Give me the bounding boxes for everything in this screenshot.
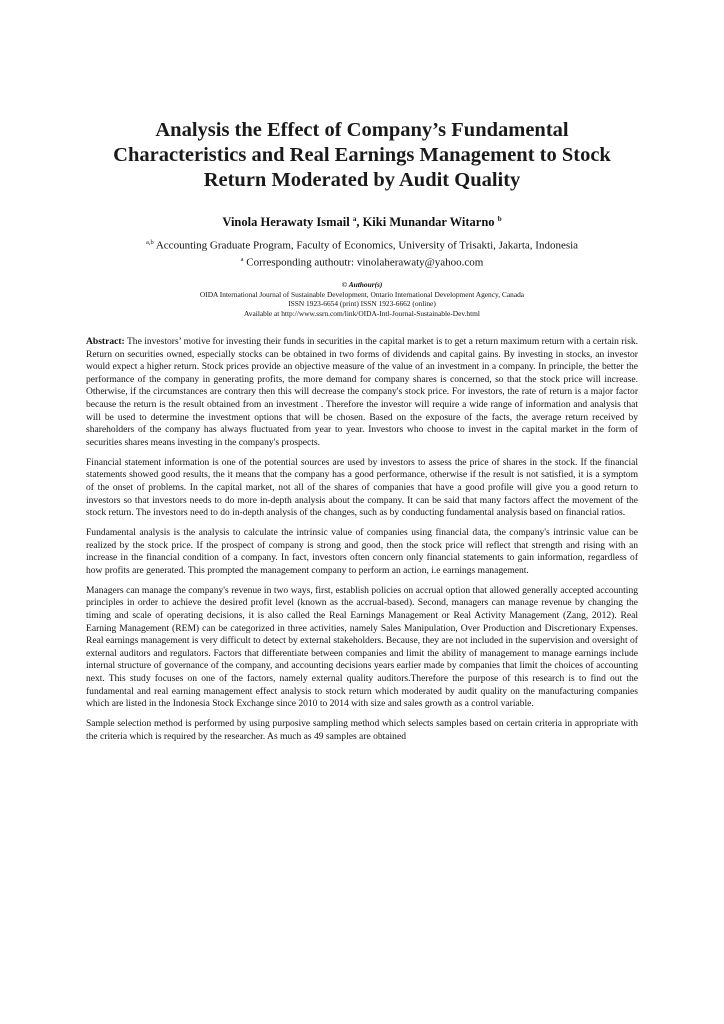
title-line-2: Characteristics and Real Earnings Management to Stock [113,144,611,166]
affiliation-text: Accounting Graduate Program, Faculty of Economics, University of Trisakti, Jakarta, Indonesia [155,239,579,252]
corresponding-line [90,253,634,270]
copyright-notice: © Authour(s) [341,280,383,289]
abstract-paragraph [86,336,638,449]
author-name-2: Kiki Munandar Witarno [362,215,495,230]
abstract-text: The investors’ motive for investing their funds in securities in the capital market is to get a return maximum return with a certain risk. Return on securities owned, especially stocks can be obtained in two forms of dividends and capital gains. By investing in stocks, an investor would expect a higher return. Stock prices provide an objective measure of the value of an investment in a company. In principle, the better the performance of the company in generating profits, the more demand for company shares is concerned, so that the stock price will increase. Otherwise, if the circumstances are contrary then this will decrease the company's stock price. For investors, the rate of return is a major factor because the return is the result obtained from an investment . Therefore the investor will require a wide range of information and analysis that will be used to determine the investment options that will be chosen. Based on the exposure of the facts, the average return received by shareholders of the company has always fluctuated from year to year. Investors who choose to invest in the capital market in the form of securities shares means investing in the company's prospects. [86,336,638,448]
journal-name: OIDA International Journal of Sustainable Development, Ontario International Development Agency, Canada [199,289,525,299]
title-line-1: Analysis the Effect of Company’s Fundamental [155,119,569,141]
body-paragraph-3: Fundamental analysis is the analysis to calculate the intrinsic value of companies using financial data, the company's intrinsic value can be realized by the stock price. If the prospect of company is strong and good, then the stock price will reflect that strength and rising with an increase in the financial condition of a company. In fact, investors often concern only financial statements to gain information, regardless of how profits are generated. This prompted the management company to perform an action, i.e earnings management. [86,527,638,576]
paper-title [90,118,634,193]
body-paragraph-4: Managers can manage the company's revenue in two ways, first, establish policies on accrual option that allowed generally accepted accounting principles in order to achieve the desired profit level (known as the accrual-based). Second, managers can manage revenue by changing the timing and scale of operating decisions, it is also called the Real Earnings Management or Real Activity Management (Zang, 2012). Real Earning Management (REM) can be categorized in three activities, namely Sales Manipulation, Over Production and Discretionary Expenses. Real earnings management is very difficult to detect by external stakeholders. Because, they are not included in the supervision and oversight of external auditors and regulators. Factors that differentiate between companies and limit the ability of management to manage earnings include internal structure of governance of the company, and accounting decisions years earlier made by companies that limit the choices of accounting next. This study focuses on one of the factors, namely external quality auditors.Therefore the purpose of this research is to find out the fundamental and real earning management effect analysis to stock return which moderated by audit quality on the manufacturing companies which are listed in the Indonesia Stock Exchange since 2010 to 2014 with size and sales growth as a control variable. [86,584,638,710]
author-2-marker: b [497,215,502,223]
corresponding-text: Corresponding authoutr: vinolaherawaty@yahoo.com [246,256,484,269]
body-text [86,336,638,751]
affiliation-line [90,236,634,253]
affiliation-block [90,236,634,269]
body-paragraph-5: Sample selection method is performed by using purposive sampling method which selects samples based on certain criteria in appropriate with the criteria which is required by the researcher. As much as 49 samples are obtained [86,718,638,742]
corresponding-marker: a [240,255,244,263]
issn-line: ISSN 1923-6654 (print) ISSN 1923-6662 (online) [288,299,436,309]
author-list [90,212,634,230]
copyright-block [90,280,634,318]
author-separator: , [356,215,363,230]
author-name-1: Vinola Herawaty Ismail [222,215,350,230]
title-line-3: Return Moderated by Audit Quality [203,169,521,191]
abstract-label: Abstract: [86,336,125,347]
body-paragraph-2: Financial statement information is one of the potential sources are used by investors to assess the price of shares in the stock. If the financial statements showed good results, the it means that the company has a good performance, otherwise if the result is not satisfied, it is a symptom of the onset of problems. In the capital market, not all of the shares of companies that have a good profile will give you a good return to investors so that investors needs to do more in-depth analysis about the company. It can be said that many factors affect the movement of the stock return. The investors need to do in-depth analysis of the changes, such as by conducting fundamental analysis based on financial ratios. [86,456,638,519]
author-1-marker: a [352,215,357,223]
affiliation-marker: a,b [145,239,154,246]
availability-line: Available at http://www.ssrn.com/link/OIDA-Intl-Journal-Sustainable-Dev.html [244,308,480,318]
